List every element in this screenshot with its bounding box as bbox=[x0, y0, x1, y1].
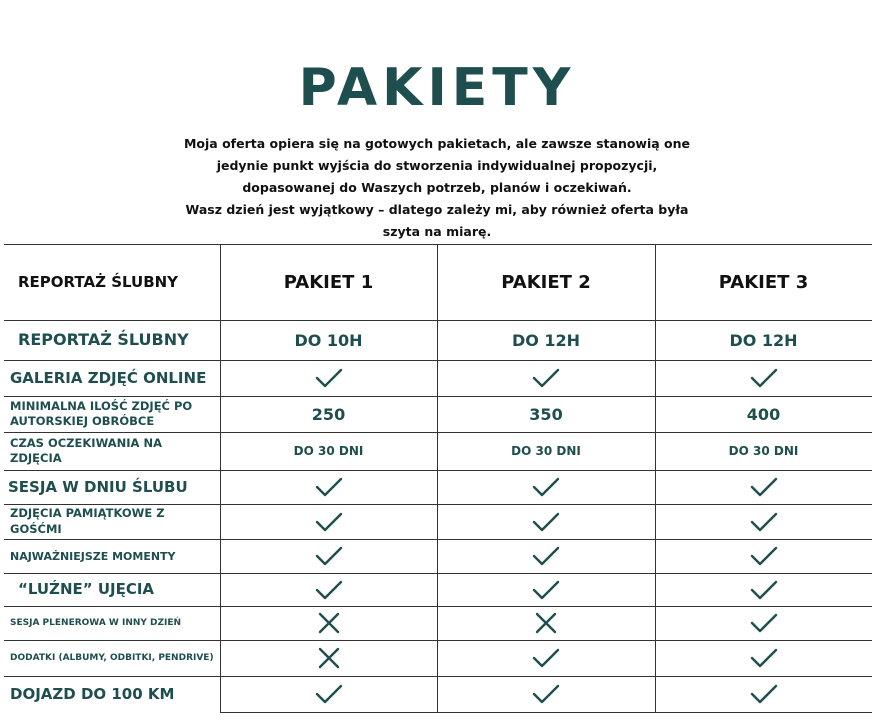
check-icon bbox=[532, 647, 560, 669]
check-icon bbox=[532, 683, 560, 705]
table-cell bbox=[437, 640, 655, 676]
row-divider bbox=[220, 712, 872, 713]
row-label: ZDJĘCIA PAMIĄTKOWE Z GOŚĆMI bbox=[10, 506, 165, 536]
table-cell bbox=[437, 504, 655, 539]
package-header-3: PAKIET 3 bbox=[718, 271, 809, 293]
table-cell: DO 12H bbox=[511, 330, 581, 350]
table-cell bbox=[220, 360, 437, 396]
row-label: DODATKI (ALBUMY, ODBITKI, PENDRIVE) bbox=[10, 652, 214, 663]
table-cell bbox=[655, 676, 872, 712]
intro-line: Moja oferta opiera się na gotowych pakietach, ale zawsze stanowią one bbox=[183, 136, 691, 151]
check-icon bbox=[532, 367, 560, 389]
check-icon bbox=[532, 511, 560, 533]
check-icon bbox=[532, 579, 560, 601]
page-title: PAKIETY bbox=[298, 58, 576, 118]
row-label: SESJA PLENEROWA W INNY DZIEŃ bbox=[10, 617, 182, 628]
header-label: REPORTAŻ ŚLUBNY bbox=[18, 273, 179, 291]
package-header-1: PAKIET 1 bbox=[283, 271, 374, 293]
table-cell: DO 12H bbox=[729, 330, 798, 350]
table-cell: 250 bbox=[311, 404, 346, 424]
check-icon bbox=[315, 545, 343, 567]
table-cell: 400 bbox=[746, 404, 781, 424]
cross-icon bbox=[532, 612, 560, 634]
check-icon bbox=[750, 683, 778, 705]
check-icon bbox=[315, 683, 343, 705]
table-cell bbox=[437, 360, 655, 396]
check-icon bbox=[532, 476, 560, 498]
row-label: “LUŹNE” UJĘCIA bbox=[18, 580, 155, 598]
row-label: DOJAZD DO 100 KM bbox=[10, 684, 175, 703]
cross-icon bbox=[315, 647, 343, 669]
table-cell: DO 30 DNI bbox=[511, 444, 581, 458]
package-header-2: PAKIET 2 bbox=[501, 271, 591, 293]
check-icon bbox=[532, 545, 560, 567]
row-label: SESJA W DNIU ŚLUBU bbox=[8, 477, 188, 496]
check-icon bbox=[315, 476, 343, 498]
table-cell bbox=[437, 470, 655, 504]
check-icon bbox=[750, 647, 778, 669]
table-cell bbox=[220, 640, 437, 676]
table-cell bbox=[655, 504, 872, 539]
check-icon bbox=[750, 511, 778, 533]
table-cell: DO 30 DNI bbox=[293, 444, 364, 458]
row-label: NAJWAŻNIEJSZE MOMENTY bbox=[10, 549, 176, 563]
cross-icon bbox=[315, 612, 343, 634]
table-cell bbox=[655, 360, 872, 396]
check-icon bbox=[750, 476, 778, 498]
check-icon bbox=[750, 579, 778, 601]
intro-line: szyta na miarę. bbox=[382, 224, 492, 239]
check-icon bbox=[315, 511, 343, 533]
table-cell bbox=[655, 573, 872, 606]
table-cell: 350 bbox=[529, 404, 563, 424]
table-cell bbox=[655, 606, 872, 640]
table-cell bbox=[220, 606, 437, 640]
check-icon bbox=[750, 545, 778, 567]
table-cell bbox=[220, 470, 437, 504]
table-cell: DO 10H bbox=[294, 330, 363, 350]
table-cell: DO 30 DNI bbox=[728, 444, 799, 458]
check-icon bbox=[750, 612, 778, 634]
check-icon bbox=[750, 367, 778, 389]
table-cell bbox=[655, 470, 872, 504]
table-cell bbox=[437, 573, 655, 606]
intro-line: jedynie punkt wyjścia do stworzenia indywidualnej propozycji, bbox=[216, 158, 658, 173]
row-label: CZAS OCZEKIWANIA NA ZDJĘCIA bbox=[10, 435, 162, 465]
table-cell bbox=[220, 539, 437, 573]
table-cell bbox=[220, 676, 437, 712]
table-cell bbox=[220, 504, 437, 539]
check-icon bbox=[315, 579, 343, 601]
table-cell bbox=[655, 640, 872, 676]
row-label: GALERIA ZDJĘĆ ONLINE bbox=[10, 368, 207, 387]
table-cell bbox=[437, 676, 655, 712]
intro-line: dopasowanej do Waszych potrzeb, planów i oczekiwań. bbox=[242, 180, 632, 195]
table-cell bbox=[437, 539, 655, 573]
intro-text bbox=[150, 133, 724, 243]
table-cell bbox=[437, 606, 655, 640]
row-label: MINIMALNA ILOŚĆ ZDJĘĆ PO AUTORSKIEJ OBRÓBCE bbox=[10, 398, 193, 428]
table-cell bbox=[220, 573, 437, 606]
row-label: REPORTAŻ ŚLUBNY bbox=[18, 330, 189, 349]
intro-line: Wasz dzień jest wyjątkowy – dlatego zależy mi, aby również oferta była bbox=[185, 202, 689, 217]
table-cell bbox=[655, 539, 872, 573]
check-icon bbox=[315, 367, 343, 389]
